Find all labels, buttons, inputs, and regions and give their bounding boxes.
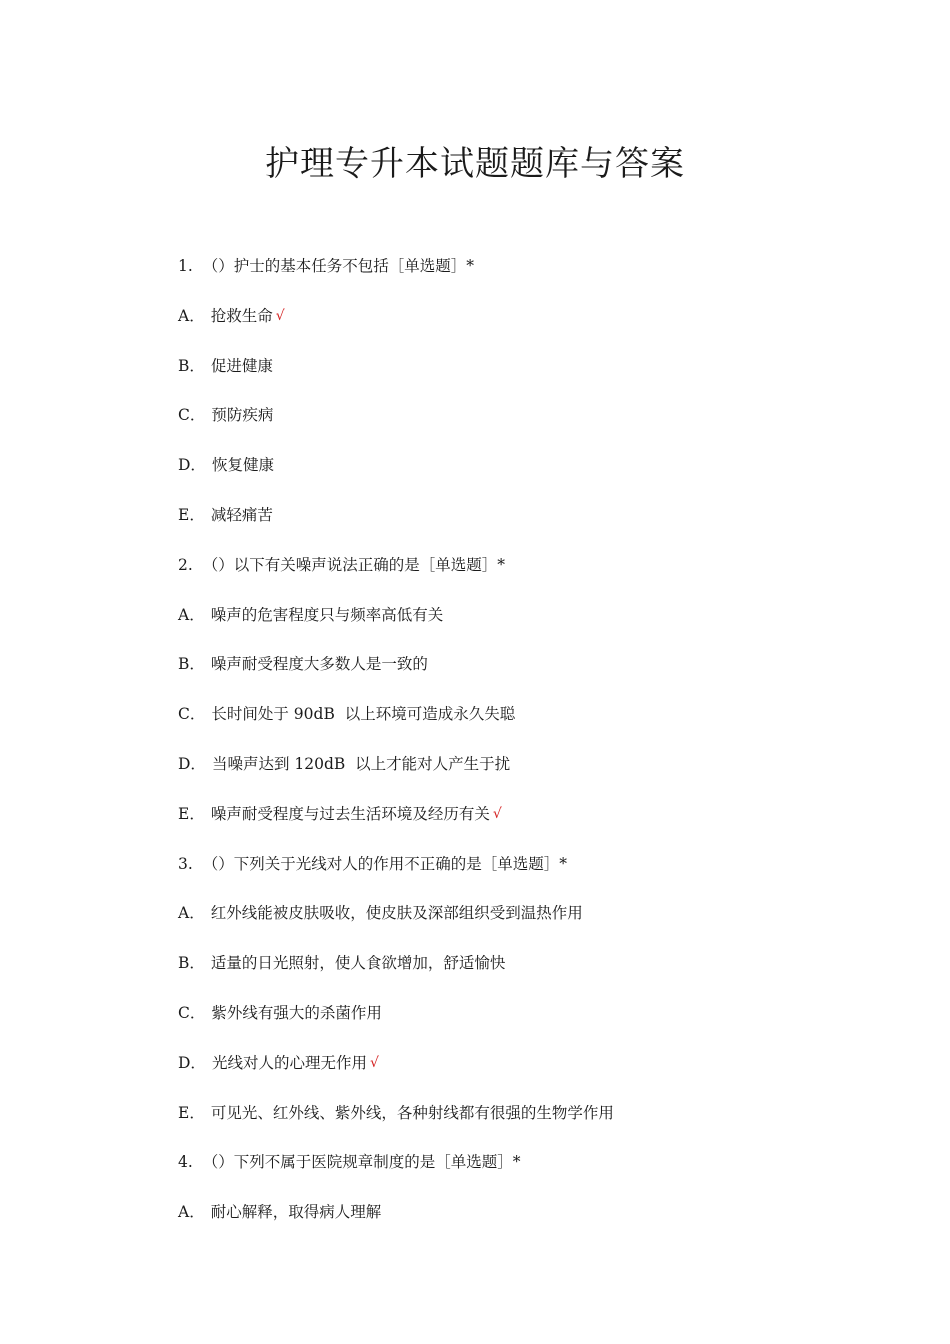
option-text: 噪声耐受程度大多数人是一致的 bbox=[210, 655, 428, 674]
question-1-option-a bbox=[178, 302, 878, 352]
option-letter: C． bbox=[178, 406, 206, 425]
question-3-option-b bbox=[178, 949, 878, 999]
question-3-option-d bbox=[178, 1049, 878, 1099]
option-letter: E． bbox=[178, 804, 205, 823]
question-3-option-c bbox=[178, 999, 878, 1049]
question-3-stem bbox=[178, 850, 878, 900]
option-letter: E． bbox=[178, 505, 205, 524]
option-text: 噪声耐受程度与过去生活环境及经历有关 bbox=[210, 804, 490, 823]
option-letter: C． bbox=[178, 1003, 206, 1022]
question-4-stem bbox=[178, 1148, 878, 1198]
option-letter: E． bbox=[178, 1103, 205, 1122]
option-text: 减轻痛苦 bbox=[210, 505, 273, 524]
question-2-option-d bbox=[178, 750, 878, 800]
document-title: 护理专升本试题题库与答案 bbox=[265, 144, 685, 184]
question-2-option-c bbox=[178, 700, 878, 750]
option-text: 促进健康 bbox=[210, 356, 273, 375]
question-3-option-e bbox=[178, 1099, 878, 1149]
correct-check-icon: √ bbox=[369, 1054, 379, 1071]
option-letter: A． bbox=[178, 306, 205, 325]
question-1-option-c bbox=[178, 401, 878, 451]
question-text: （）下列关于光线对人的作用不正确的是［单选题］* bbox=[202, 854, 568, 873]
question-number: 1. bbox=[178, 257, 193, 275]
option-text: 耐心解释，取得病人理解 bbox=[210, 1203, 382, 1222]
question-text: （）以下有关噪声说法正确的是［单选题］* bbox=[202, 555, 506, 574]
option-letter: B． bbox=[178, 655, 205, 674]
question-1-stem bbox=[178, 252, 878, 302]
question-1-option-e bbox=[178, 501, 878, 551]
option-letter: D． bbox=[178, 1053, 206, 1072]
option-text: 噪声的危害程度只与频率高低有关 bbox=[210, 605, 444, 624]
question-number: 3. bbox=[178, 854, 193, 873]
option-letter: D． bbox=[178, 456, 206, 475]
option-text: 预防疾病 bbox=[211, 406, 274, 425]
question-2-option-a bbox=[178, 601, 878, 651]
question-2-stem bbox=[178, 551, 878, 601]
question-4-option-a bbox=[178, 1198, 878, 1248]
question-text: （）护士的基本任务不包括［单选题］* bbox=[202, 257, 475, 275]
question-number: 2. bbox=[178, 555, 193, 574]
option-letter: C． bbox=[178, 705, 206, 724]
option-text: 抢救生命 bbox=[210, 306, 273, 325]
option-letter: A． bbox=[178, 605, 205, 624]
option-letter: B． bbox=[178, 954, 205, 973]
question-list bbox=[178, 252, 878, 1248]
option-text: 紫外线有强大的杀菌作用 bbox=[211, 1003, 382, 1022]
question-3-option-a bbox=[178, 899, 878, 949]
option-text: 红外线能被皮肤吸收，使皮肤及深部组织受到温热作用 bbox=[210, 904, 583, 923]
option-letter: A． bbox=[178, 904, 205, 923]
correct-check-icon: √ bbox=[492, 805, 502, 822]
option-text: 光线对人的心理无作用 bbox=[211, 1053, 367, 1072]
question-1-option-d bbox=[178, 451, 878, 501]
option-text: 当噪声达到 120dB 以上才能对人产生于扰 bbox=[211, 754, 511, 773]
option-text: 适量的日光照射，使人食欲增加，舒适愉快 bbox=[210, 954, 506, 973]
option-letter: A． bbox=[178, 1203, 205, 1222]
option-letter: B． bbox=[178, 356, 205, 375]
question-2-option-e bbox=[178, 800, 878, 850]
option-letter: D． bbox=[178, 754, 206, 773]
question-text: （）下列不属于医院规章制度的是［单选题］* bbox=[202, 1153, 521, 1172]
option-text: 长时间处于 90dB 以上环境可造成永久失聪 bbox=[211, 705, 516, 724]
correct-check-icon: √ bbox=[275, 307, 285, 324]
option-text: 恢复健康 bbox=[211, 456, 274, 475]
option-text: 可见光、红外线、紫外线，各种射线都有很强的生物学作用 bbox=[210, 1103, 614, 1122]
question-2-option-b bbox=[178, 650, 878, 700]
question-number: 4. bbox=[178, 1153, 193, 1172]
question-1-option-b bbox=[178, 352, 878, 402]
